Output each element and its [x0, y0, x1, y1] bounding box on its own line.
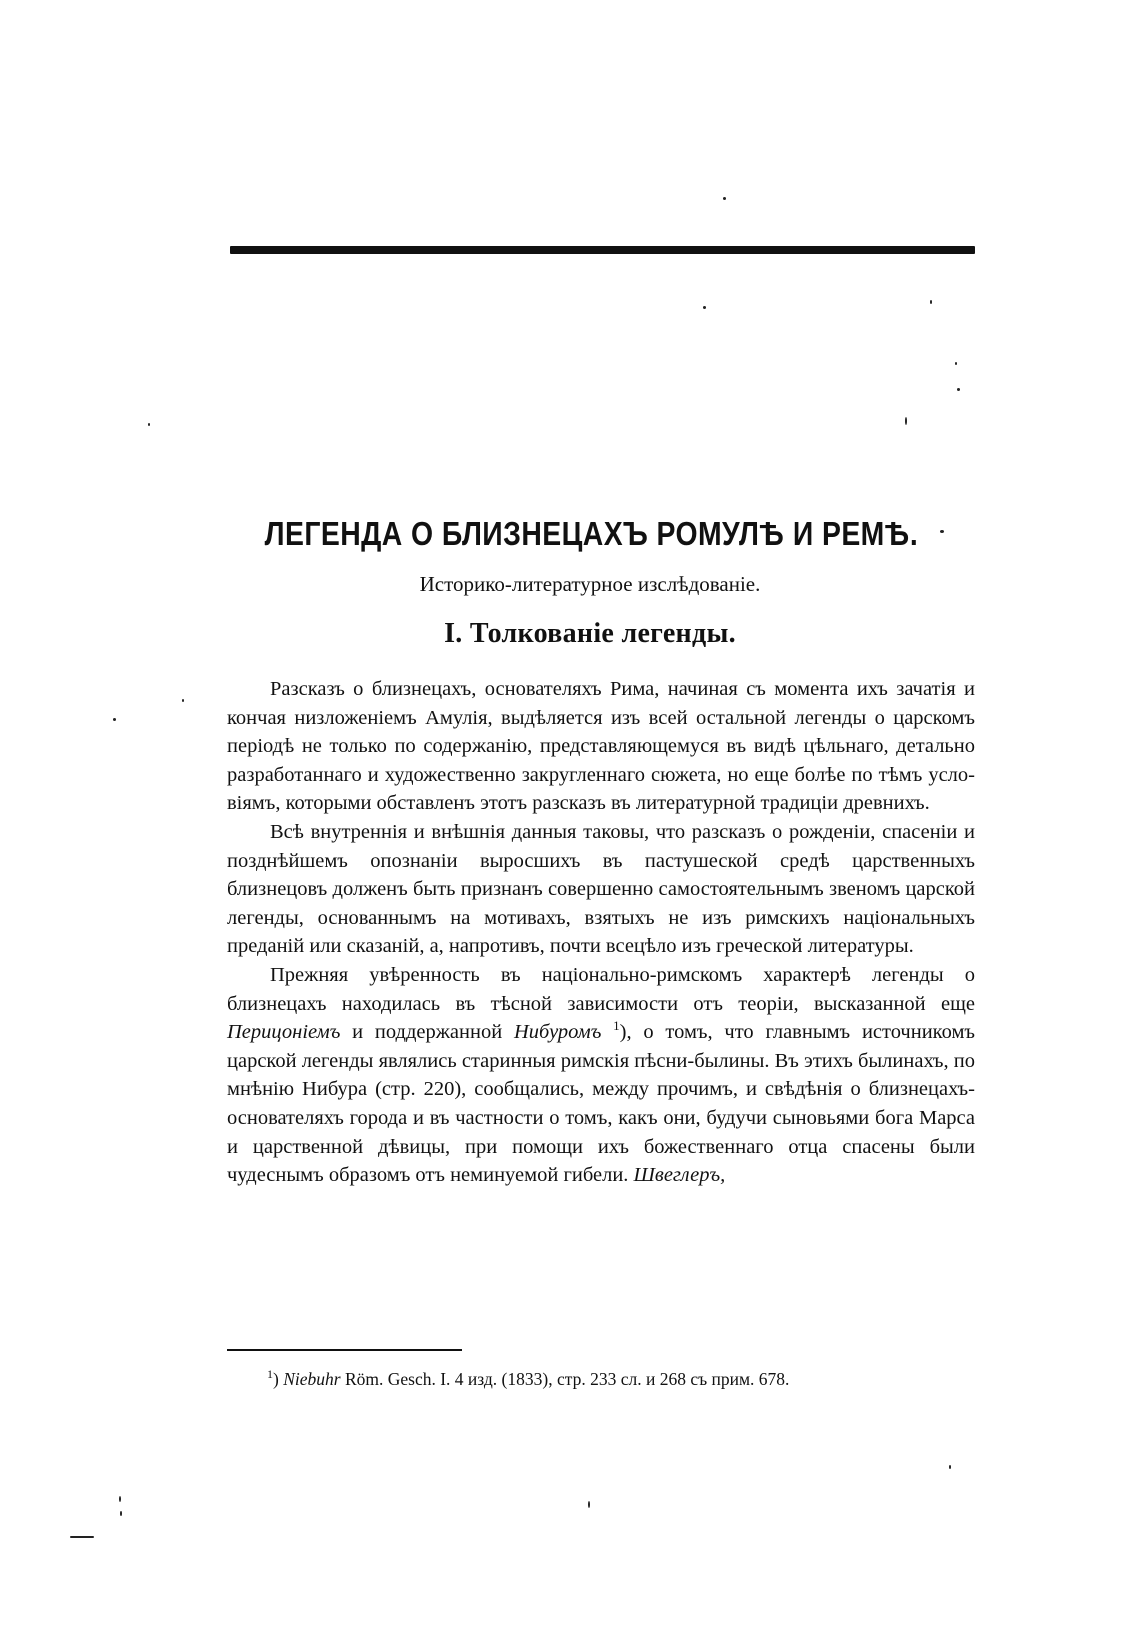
section-heading: I. Толкованіе легенды.: [444, 618, 736, 649]
scan-speck: [723, 197, 726, 200]
footnote-author: Niebuhr: [283, 1369, 341, 1389]
paragraph-2: Всѣ внутреннія и внѣшнія данныя таковы, что разсказъ о рожденіи, спасеніи и позднѣйшемъ опознаніи выросшихъ въ пастушеской средѣ царственныхъ близнецовъ долженъ быть признанъ совершенно самостоятельнымъ звеномъ царской легенды, основаннымъ на мотивахъ, взятыхъ не изъ римскихъ національныхъ преданій или сказаній, а, напротивъ, почти всецѣло изъ греческой литературы.: [227, 820, 975, 958]
footnote-text: Röm. Gesch. I. 4 изд. (1833), стр. 233 сл. и 268 съ прим. 678.: [344, 1369, 790, 1389]
paragraph-1: Разсказъ о близнецахъ, основателяхъ Рима, начиная съ момента ихъ зачатія и кончая низложеніемъ Амулія, выдѣляется изъ всей остальной легенды о царскомъ періодѣ не только по содержанію, представляющемуся въ видѣ цѣльнаго, детально разработаннаго и художественно закругленнаго сюжета, но еще болѣе по тѣмъ условіямъ, которыми обставленъ этотъ разсказъ въ литературной традиціи древнихъ.: [227, 678, 975, 815]
body-text: [227, 675, 975, 1190]
scan-speck: [182, 699, 184, 702]
paragraph-3: [227, 961, 975, 1190]
scan-speck: [955, 362, 957, 365]
paragraph-3-part-2: и поддержанной: [352, 1021, 503, 1044]
scan-speck: [940, 530, 944, 533]
scan-speck: [148, 423, 150, 426]
paragraph-3-part-1: Прежняя увѣренность въ національно-римскомъ характерѣ легенды о близнецахъ находилась въ тѣсной зависимости отъ теоріи, высказанной еще: [227, 963, 975, 1015]
scan-speck: [905, 417, 907, 425]
footnote: $^1$) Niebuhr Röm. Gesch. I. 4 изд. (1833), стр. 233 сл. и 268 съ прим. 678.: [267, 1367, 790, 1389]
scan-speck: [703, 306, 706, 309]
name-schwegler: Швеглеръ,: [633, 1164, 726, 1187]
scan-speck: [957, 388, 960, 391]
article-title: ЛЕГЕНДА О БЛИЗНЕЦАХЪ РОМУЛѢ И РЕМѢ.: [264, 515, 919, 552]
footnote-mark: 1: [267, 1367, 273, 1382]
paragraph-3-part-3: ), о томъ, что главнымъ источникомъ царской легенды являлись старинныя римскія пѣсни-былины. Въ этихъ былинахъ, по мнѣнію Нибура (стр. 220), сообщались, между прочимъ, и свѣдѣнія о близнецахъ-основателяхъ города и въ частности о томъ, какъ они, будучи сыновьями бога Марса и царственной дѣвицы, при помощи ихъ божественнаго отца спасены были чудеснымъ образомъ отъ неминуемой гибели.: [227, 1021, 976, 1187]
scan-speck: [949, 1465, 951, 1469]
footnote-rule: [227, 1349, 462, 1351]
name-niebuhr: Нибуромъ: [513, 1021, 602, 1044]
scan-speck: [120, 1511, 122, 1516]
footnote-reference[interactable]: 1: [613, 1018, 620, 1034]
scan-speck: [113, 718, 116, 721]
scan-speck: [930, 300, 932, 304]
scan-speck: [588, 1501, 590, 1508]
scan-speck: [70, 1536, 94, 1538]
header-rule: [230, 246, 975, 254]
scan-speck: [119, 1496, 121, 1502]
name-pericon: Перицоніемъ: [227, 1021, 341, 1044]
article-subtitle: Историко-литературное изслѣдованіе.: [419, 572, 761, 596]
